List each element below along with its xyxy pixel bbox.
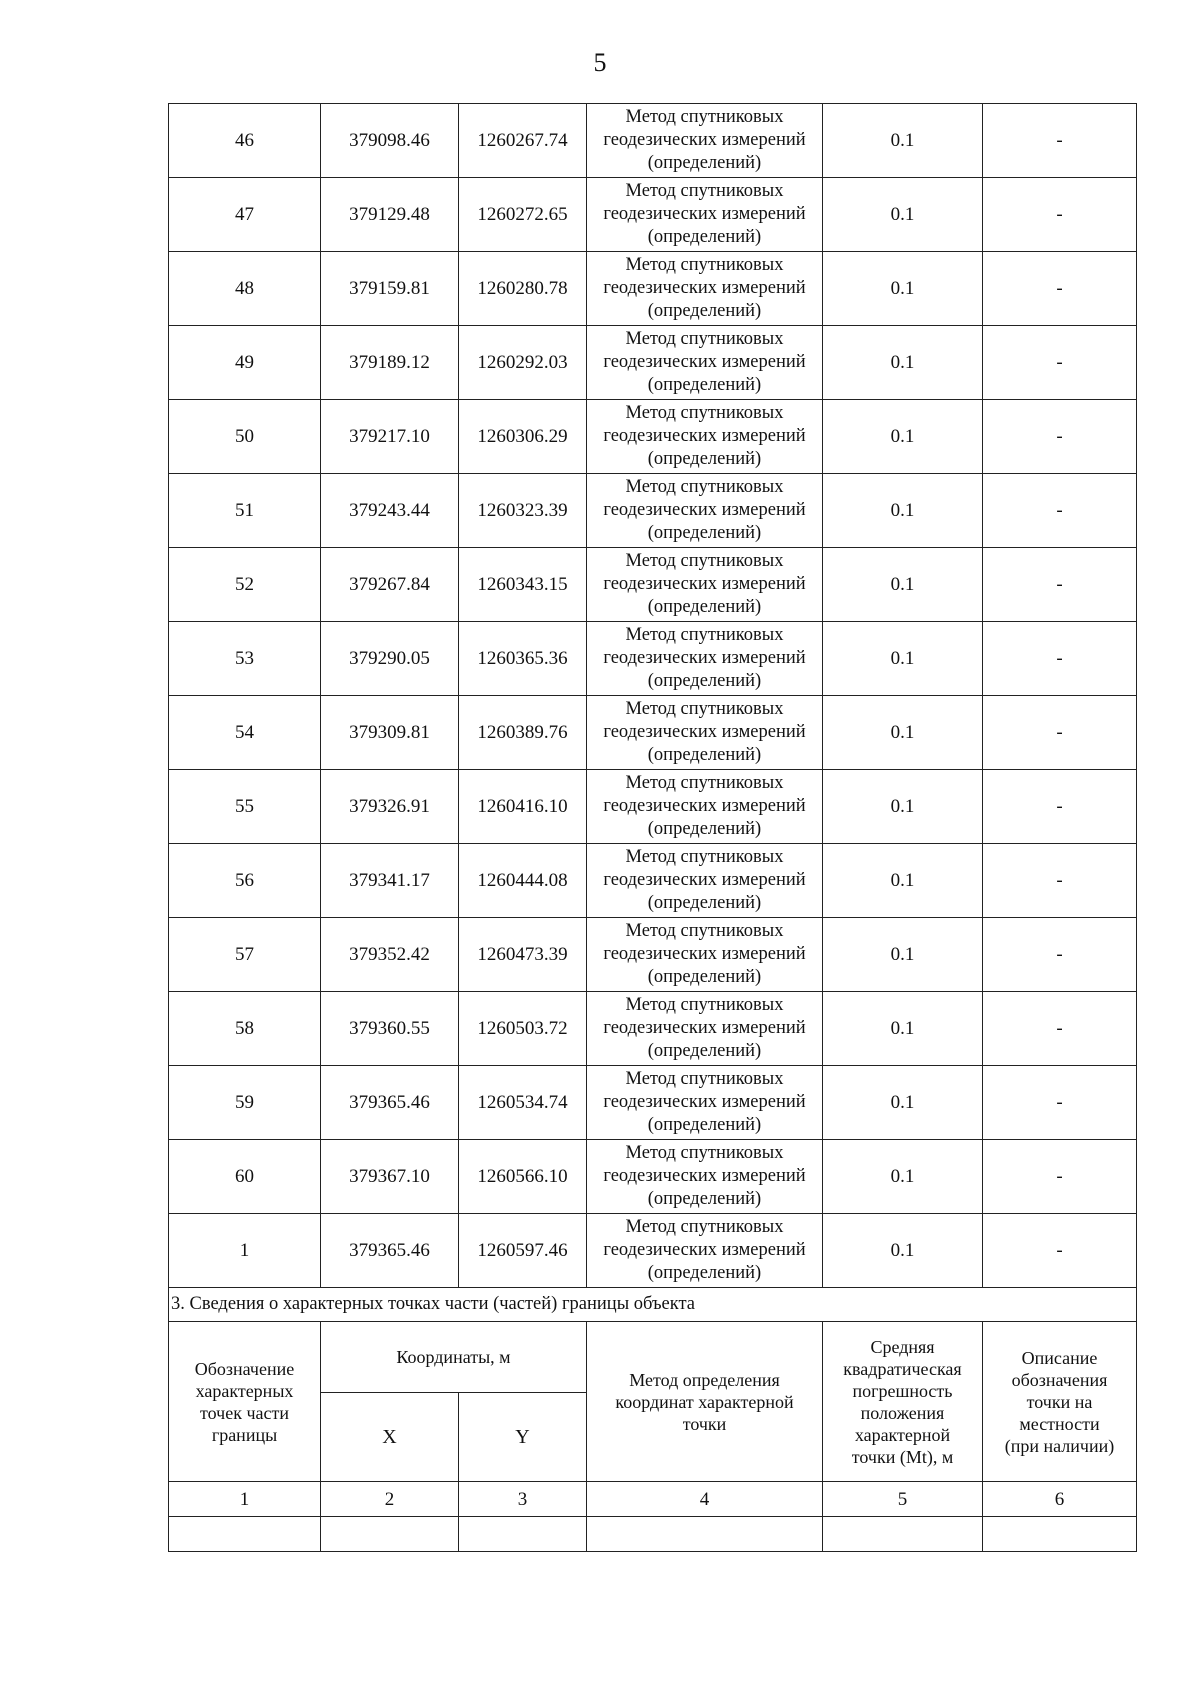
point-y-cell: 1260365.36 [459,622,587,696]
method-line: геодезических измерений [603,278,806,298]
point-id-cell: 56 [169,844,321,918]
method-line: (определений) [647,1041,762,1061]
point-x-cell: 379098.46 [321,104,459,178]
method-line: Метод спутниковых [625,255,784,275]
point-id-cell: 51 [169,474,321,548]
method-line: (определений) [647,301,762,321]
point-description-cell: - [983,326,1137,400]
empty-cell [587,1517,823,1552]
point-y-cell: 1260389.76 [459,696,587,770]
header-coordinates: Координаты, м [321,1322,587,1393]
section3-title-row [169,1288,1137,1322]
method-line: Метод спутниковых [625,329,784,349]
method-line: Метод спутниковых [625,699,784,719]
point-x-cell: 379267.84 [321,548,459,622]
method-line: Метод спутниковых [625,107,784,127]
method-line: геодезических измерений [603,870,806,890]
point-x-cell: 379341.17 [321,844,459,918]
column-index: 5 [823,1482,983,1517]
point-id-cell: 46 [169,104,321,178]
method-line: (определений) [647,449,762,469]
method-line: геодезических измерений [603,204,806,224]
point-mt-cell: 0.1 [823,326,983,400]
point-x-cell: 379352.42 [321,918,459,992]
empty-cell [823,1517,983,1552]
method-line: геодезических измерений [603,130,806,150]
point-id-cell: 58 [169,992,321,1066]
point-method-cell [587,1214,823,1288]
point-description-cell: - [983,992,1137,1066]
point-method-cell [587,622,823,696]
method-line: Метод спутниковых [625,1217,784,1237]
method-line: Метод спутниковых [625,403,784,423]
point-id-cell: 57 [169,918,321,992]
point-id-cell: 54 [169,696,321,770]
section3-header-row [169,1322,1137,1393]
point-id-cell: 47 [169,178,321,252]
method-line: Метод спутниковых [625,181,784,201]
header-mt: Средняя квадратическая погрешность положения характерной точки (Mt), м [823,1322,983,1482]
point-id-cell: 49 [169,326,321,400]
point-method-cell [587,844,823,918]
section3-title: 3. Сведения о характерных точках части (частей) границы объекта [169,1288,1137,1322]
point-x-cell: 379129.48 [321,178,459,252]
point-method-cell [587,918,823,992]
point-row [169,1066,1137,1140]
point-row [169,844,1137,918]
point-mt-cell: 0.1 [823,548,983,622]
point-description-cell: - [983,104,1137,178]
point-y-cell: 1260416.10 [459,770,587,844]
point-mt-cell: 0.1 [823,400,983,474]
point-method-cell [587,1066,823,1140]
point-x-cell: 379159.81 [321,252,459,326]
empty-cell [459,1517,587,1552]
point-method-cell [587,1140,823,1214]
point-mt-cell: 0.1 [823,1214,983,1288]
method-line: (определений) [647,153,762,173]
point-y-cell: 1260306.29 [459,400,587,474]
point-mt-cell: 0.1 [823,770,983,844]
header-description: Описание обозначения точки на местности (при наличии) [983,1322,1137,1482]
column-index: 4 [587,1482,823,1517]
point-description-cell: - [983,1066,1137,1140]
section3-table [169,1288,1137,1552]
point-row [169,770,1137,844]
point-method-cell [587,696,823,770]
method-line: (определений) [647,671,762,691]
point-y-cell: 1260272.65 [459,178,587,252]
point-id-cell: 1 [169,1214,321,1288]
point-x-cell: 379309.81 [321,696,459,770]
point-method-cell [587,770,823,844]
column-index: 2 [321,1482,459,1517]
point-y-cell: 1260267.74 [459,104,587,178]
method-line: геодезических измерений [603,796,806,816]
point-y-cell: 1260597.46 [459,1214,587,1288]
method-line: (определений) [647,745,762,765]
point-id-cell: 52 [169,548,321,622]
header-point-designation: Обозначение характерных точек части границы [169,1322,321,1482]
column-index-row [169,1482,1137,1517]
point-x-cell: 379243.44 [321,474,459,548]
header-y: Y [459,1393,587,1482]
point-method-cell [587,326,823,400]
method-line: Метод спутниковых [625,995,784,1015]
point-mt-cell: 0.1 [823,1140,983,1214]
method-line: (определений) [647,1189,762,1209]
point-mt-cell: 0.1 [823,178,983,252]
empty-cell [983,1517,1137,1552]
method-line: (определений) [647,597,762,617]
point-row [169,622,1137,696]
point-mt-cell: 0.1 [823,992,983,1066]
column-index: 1 [169,1482,321,1517]
point-y-cell: 1260534.74 [459,1066,587,1140]
method-line: геодезических измерений [603,352,806,372]
method-line: геодезических измерений [603,1240,806,1260]
method-line: (определений) [647,819,762,839]
point-mt-cell: 0.1 [823,474,983,548]
point-mt-cell: 0.1 [823,104,983,178]
point-description-cell: - [983,400,1137,474]
point-row [169,1214,1137,1288]
point-y-cell: 1260566.10 [459,1140,587,1214]
column-index: 6 [983,1482,1137,1517]
point-x-cell: 379360.55 [321,992,459,1066]
point-row [169,252,1137,326]
point-mt-cell: 0.1 [823,696,983,770]
point-x-cell: 379189.12 [321,326,459,400]
point-method-cell [587,104,823,178]
method-line: геодезических измерений [603,722,806,742]
point-mt-cell: 0.1 [823,918,983,992]
boundary-points-table [168,103,1137,1552]
point-y-cell: 1260292.03 [459,326,587,400]
point-y-cell: 1260503.72 [459,992,587,1066]
header-method: Метод определения координат характерной точки [587,1322,823,1482]
empty-cell [321,1517,459,1552]
point-y-cell: 1260343.15 [459,548,587,622]
method-line: Метод спутниковых [625,847,784,867]
method-line: Метод спутниковых [625,1143,784,1163]
point-id-cell: 50 [169,400,321,474]
point-y-cell: 1260280.78 [459,252,587,326]
method-line: геодезических измерений [603,648,806,668]
point-description-cell: - [983,474,1137,548]
point-mt-cell: 0.1 [823,622,983,696]
method-line: Метод спутниковых [625,625,784,645]
point-x-cell: 379290.05 [321,622,459,696]
point-y-cell: 1260444.08 [459,844,587,918]
method-line: (определений) [647,1115,762,1135]
method-line: (определений) [647,967,762,987]
method-line: Метод спутниковых [625,773,784,793]
method-line: (определений) [647,893,762,913]
method-line: геодезических измерений [603,426,806,446]
point-method-cell [587,474,823,548]
method-line: геодезических измерений [603,1166,806,1186]
empty-cell [169,1517,321,1552]
point-row [169,104,1137,178]
point-id-cell: 59 [169,1066,321,1140]
point-method-cell [587,400,823,474]
point-description-cell: - [983,844,1137,918]
point-x-cell: 379217.10 [321,400,459,474]
point-x-cell: 379367.10 [321,1140,459,1214]
point-description-cell: - [983,770,1137,844]
method-line: Метод спутниковых [625,551,784,571]
method-line: Метод спутниковых [625,921,784,941]
point-description-cell: - [983,252,1137,326]
point-row [169,400,1137,474]
column-index: 3 [459,1482,587,1517]
point-row [169,1140,1137,1214]
point-row [169,918,1137,992]
point-id-cell: 55 [169,770,321,844]
point-y-cell: 1260473.39 [459,918,587,992]
point-row [169,992,1137,1066]
point-description-cell: - [983,548,1137,622]
point-description-cell: - [983,1140,1137,1214]
point-method-cell [587,178,823,252]
point-x-cell: 379326.91 [321,770,459,844]
point-description-cell: - [983,696,1137,770]
point-row [169,178,1137,252]
point-mt-cell: 0.1 [823,1066,983,1140]
point-method-cell [587,992,823,1066]
page-number: 5 [593,48,607,77]
method-line: геодезических измерений [603,1018,806,1038]
method-line: (определений) [647,1263,762,1283]
method-line: геодезических измерений [603,944,806,964]
point-row [169,474,1137,548]
method-line: геодезических измерений [603,1092,806,1112]
method-line: геодезических измерений [603,500,806,520]
point-description-cell: - [983,178,1137,252]
point-id-cell: 60 [169,1140,321,1214]
point-method-cell [587,548,823,622]
point-description-cell: - [983,1214,1137,1288]
method-line: Метод спутниковых [625,477,784,497]
point-mt-cell: 0.1 [823,252,983,326]
point-row [169,696,1137,770]
method-line: (определений) [647,375,762,395]
method-line: Метод спутниковых [625,1069,784,1089]
method-line: (определений) [647,523,762,543]
point-row [169,326,1137,400]
empty-row [169,1517,1137,1552]
point-mt-cell: 0.1 [823,844,983,918]
point-description-cell: - [983,622,1137,696]
point-description-cell: - [983,918,1137,992]
point-id-cell: 48 [169,252,321,326]
point-x-cell: 379365.46 [321,1066,459,1140]
point-row [169,548,1137,622]
point-x-cell: 379365.46 [321,1214,459,1288]
points-table-body [169,104,1137,1288]
header-x: X [321,1393,459,1482]
point-method-cell [587,252,823,326]
method-line: (определений) [647,227,762,247]
point-id-cell: 53 [169,622,321,696]
method-line: геодезических измерений [603,574,806,594]
point-y-cell: 1260323.39 [459,474,587,548]
